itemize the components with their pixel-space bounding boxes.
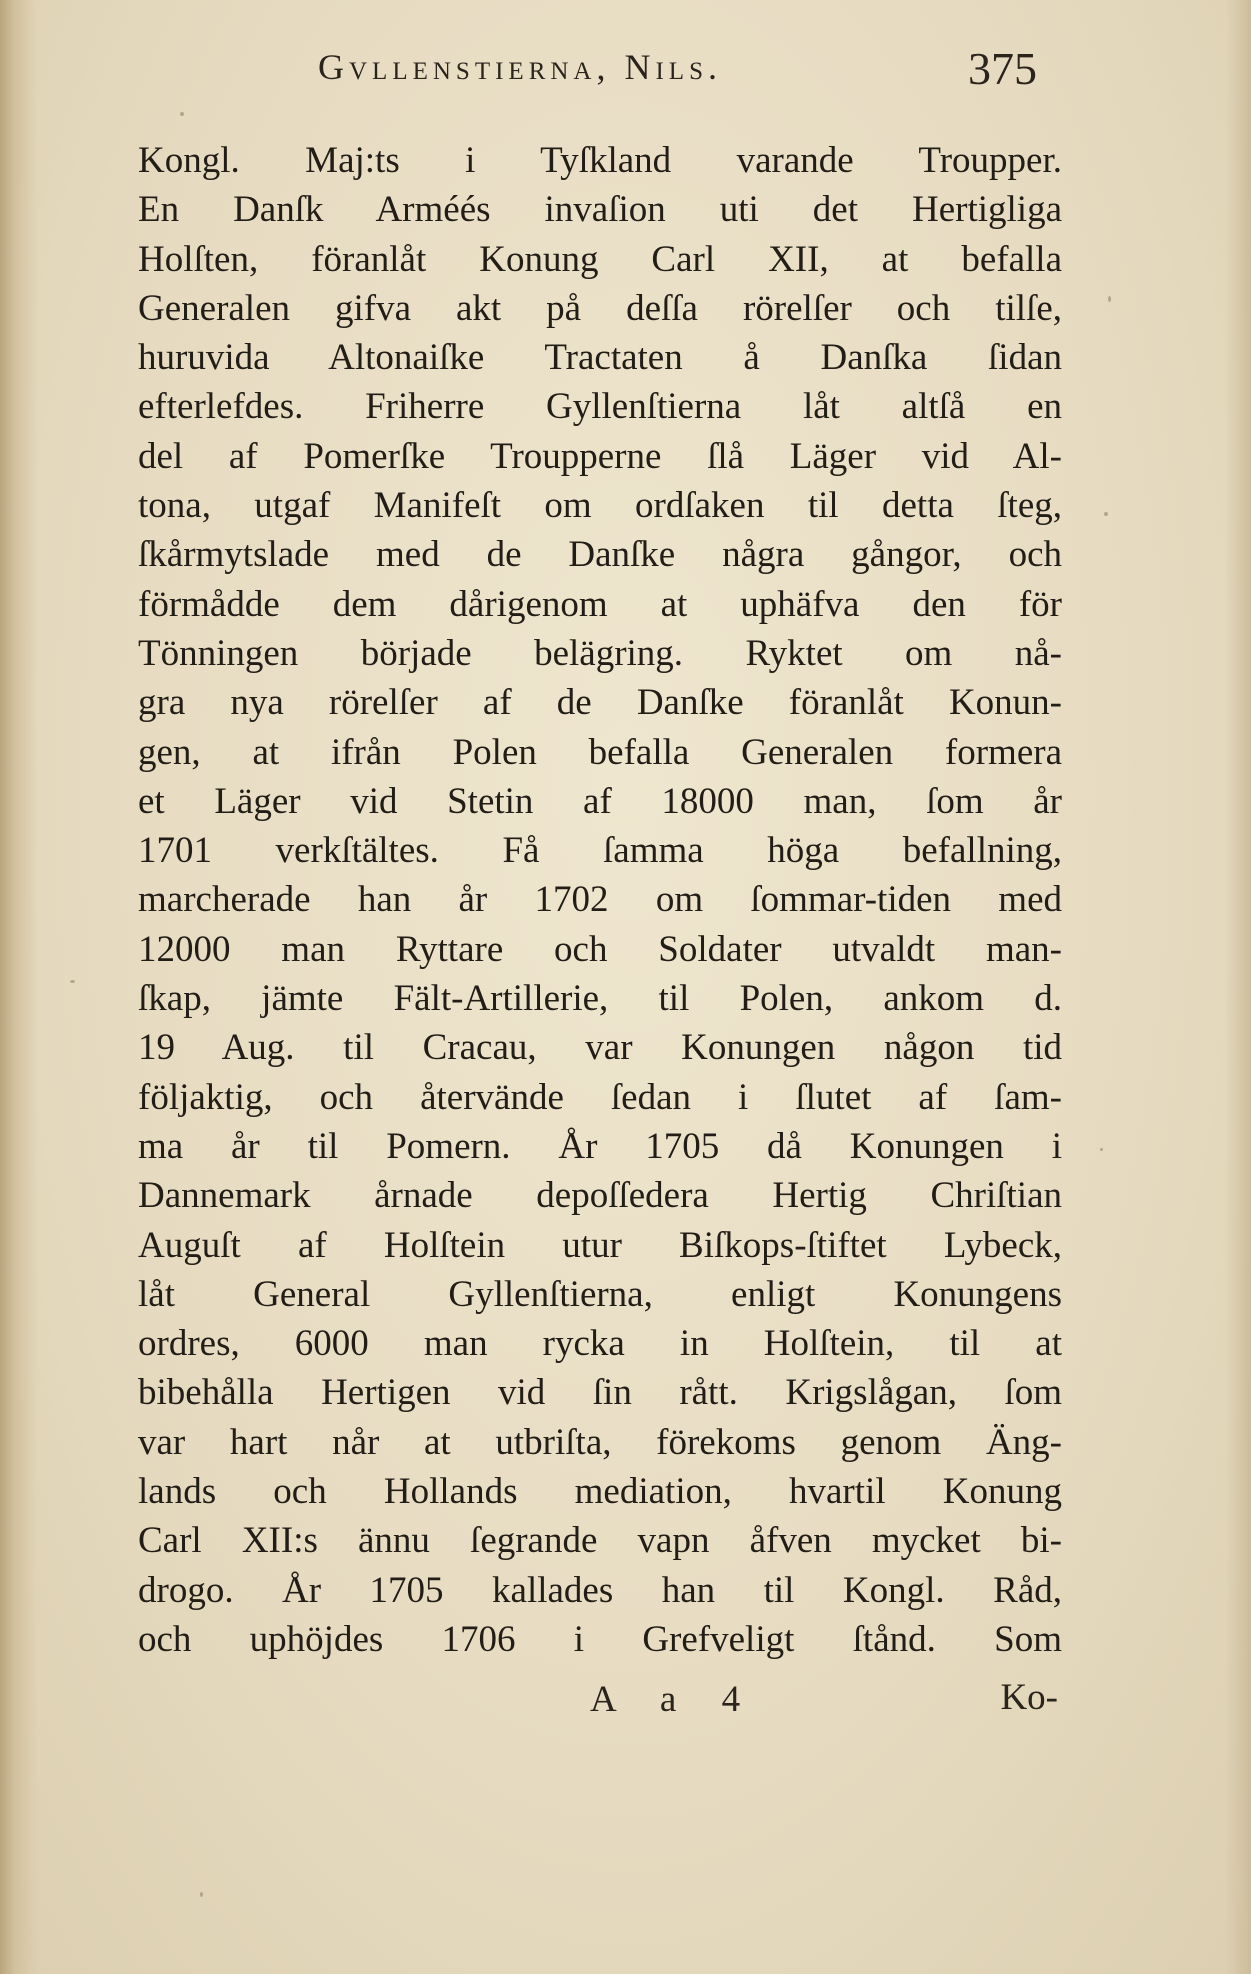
- text-line: följaktig, och återvände ſedan i ſlutet af ſam-: [138, 1076, 1062, 1118]
- text-line: Tönningen började belägring. Ryktet om nå-: [138, 632, 1062, 674]
- body-text: [138, 136, 1062, 1664]
- text-line: ſkap, jämte Fält-Artillerie, til Polen, ankom d.: [138, 978, 1062, 1020]
- text-line: gen, at ifrån Polen befalla Generalen formera: [138, 731, 1062, 773]
- text-line: del af Pomerſke Troupperne ſlå Läger vid Al-: [138, 435, 1062, 477]
- page-header: [318, 38, 1078, 98]
- text-line: förmådde dem dårigenom at uphäfva den för: [138, 583, 1062, 625]
- paper-speck: [1100, 1148, 1103, 1151]
- text-line: marcherade han år 1702 om ſommar-tiden med: [138, 879, 1062, 921]
- text-line: Generalen gifva akt på deſſa rörelſer och tilſe,: [138, 287, 1062, 329]
- text-line: Holſten, föranlåt Konung Carl XII, at befalla: [138, 238, 1062, 280]
- paper-speck: [1104, 512, 1108, 516]
- page-left-edge-shadow: [0, 0, 38, 1974]
- text-line: låt General Gyllenſtierna, enligt Konungens: [138, 1273, 1062, 1315]
- text-line: drogo. År 1705 kallades han til Kongl. Råd,: [138, 1569, 1062, 1611]
- text-line: Kongl. Maj:ts i Tyſkland varande Troupper.: [138, 140, 1062, 181]
- text-line: Dannemark årnade depoſſedera Hertig Chriſtian: [138, 1175, 1062, 1217]
- text-line: huruvida Altonaiſke Tractaten å Danſka ſidan: [138, 337, 1062, 379]
- paper-speck: [70, 980, 75, 983]
- text-line: och uphöjdes 1706 i Grefveligt ſtånd. Som: [138, 1618, 1062, 1660]
- text-line: bibehålla Hertigen vid ſin rått. Krigslågan, ſom: [138, 1372, 1062, 1414]
- text-line: ma år til Pomern. År 1705 då Konungen i: [138, 1125, 1062, 1167]
- page-footer: [138, 1670, 1062, 1726]
- text-line: Carl XII:s ännu ſegrande vapn åfven mycket bi-: [138, 1520, 1062, 1562]
- page-right-edge-shadow: [1225, 0, 1251, 1974]
- text-line: ordres, 6000 man rycka in Holſtein, til at: [138, 1323, 1062, 1365]
- paper-speck: [1108, 296, 1111, 302]
- text-line: gra nya rörelſer af de Danſke föranlåt Konun-: [138, 682, 1062, 724]
- text-line: var hart når at utbriſta, förekoms genom Äng-: [138, 1421, 1062, 1463]
- text-line: ſkårmytslade med de Danſke några gångor, och: [138, 534, 1062, 576]
- paper-speck: [180, 112, 184, 116]
- signature-mark: A a 4: [590, 1679, 759, 1720]
- text-line: et Läger vid Stetin af 18000 man, ſom år: [138, 780, 1062, 822]
- text-line: 12000 man Ryttare och Soldater utvaldt man-: [138, 928, 1062, 970]
- paper-speck: [200, 1892, 203, 1897]
- text-line: 1701 verkſtältes. Få ſamma höga befallning,: [138, 830, 1062, 872]
- page-number: 375: [968, 43, 1037, 94]
- text-line: Auguſt af Holſtein utur Biſkops-ſtiftet Lybeck,: [138, 1224, 1062, 1266]
- text-line: 19 Aug. til Cracau, var Konungen någon tid: [138, 1027, 1062, 1069]
- text-line: efterlefdes. Friherre Gyllenſtierna låt altſå en: [138, 386, 1062, 428]
- text-line: tona, utgaf Manifeſt om ordſaken til detta ſteg,: [138, 485, 1062, 527]
- running-head: Gvllenstierna, Nils.: [318, 47, 722, 87]
- catchword: Ko-: [1000, 1677, 1058, 1718]
- text-line: En Danſk Arméés invaſion uti det Hertigliga: [138, 189, 1062, 231]
- text-line: lands och Hollands mediation, hvartil Konung: [138, 1471, 1062, 1513]
